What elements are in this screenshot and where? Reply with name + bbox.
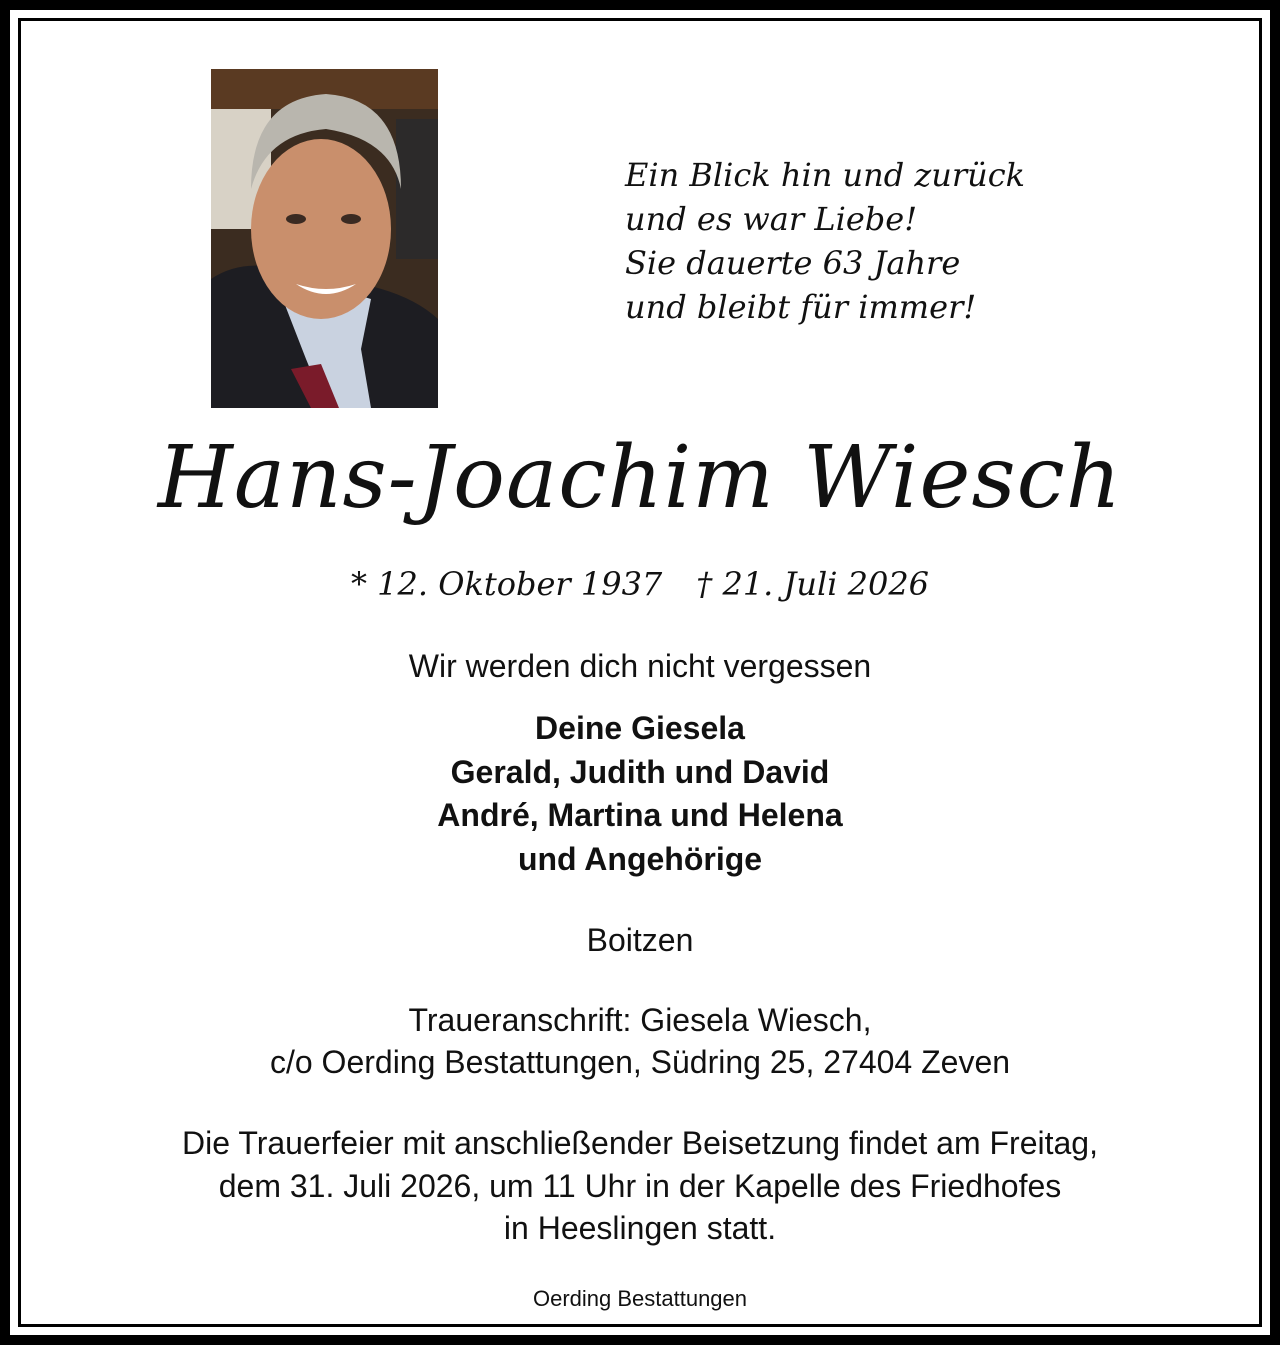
address-line: Traueranschrift: Giesela Wiesch, — [408, 1002, 872, 1038]
mourner-line: André, Martina und Helena — [437, 797, 843, 833]
mourner-line: Deine Giesela — [535, 710, 745, 746]
poem-line: und es war Liebe! — [625, 200, 918, 238]
poem-line: Ein Blick hin und zurück — [625, 156, 1026, 194]
mourner-line: und Angehörige — [517, 841, 763, 877]
portrait-illustration — [211, 69, 438, 408]
poem-line: Sie dauerte 63 Jahre — [625, 244, 961, 282]
ceremony-line: in Heeslingen statt. — [503, 1210, 777, 1246]
birth-date: * 12. Oktober 1937 — [350, 565, 663, 603]
funeral-home: Oerding Bestattungen — [532, 1286, 748, 1311]
farewell-text: Wir werden dich nicht vergessen — [408, 648, 872, 684]
life-dates — [0, 560, 1280, 608]
portrait-photo — [211, 69, 438, 408]
ceremony-line: Die Trauerfeier mit anschließender Beisetzung findet am Freitag, — [182, 1125, 1098, 1161]
deceased-name: Hans-Joachim Wiesch — [157, 428, 1123, 528]
mourner-line: Gerald, Judith und David — [450, 754, 830, 790]
poem-line: und bleibt für immer! — [625, 288, 977, 326]
place-text: Boitzen — [586, 922, 694, 958]
death-date: † 21. Juli 2026 — [696, 565, 930, 603]
ceremony-line: dem 31. Juli 2026, um 11 Uhr in der Kapelle des Friedhofes — [218, 1168, 1062, 1204]
address-line: c/o Oerding Bestattungen, Südring 25, 27404 Zeven — [269, 1044, 1011, 1080]
poem — [625, 153, 1145, 329]
